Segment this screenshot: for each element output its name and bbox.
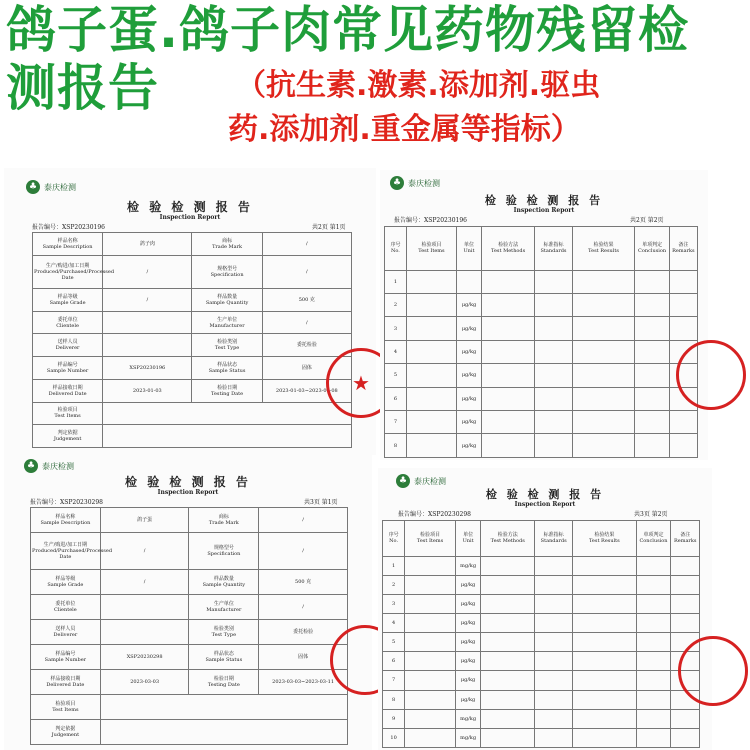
- results-cell: [482, 434, 535, 458]
- results-cell: [481, 652, 535, 671]
- results-row: [385, 387, 698, 410]
- results-cell: [573, 671, 636, 690]
- results-cell: [636, 556, 671, 575]
- results-cell: [573, 709, 636, 728]
- report-subtitle: Inspection Report: [159, 214, 221, 221]
- results-cell: [669, 434, 697, 458]
- info-row: [31, 533, 348, 570]
- results-row: [383, 728, 700, 747]
- results-cell: [482, 411, 535, 434]
- results-cell: [573, 728, 636, 747]
- info-value: /: [262, 311, 351, 334]
- tree-logo-icon: ♣: [396, 474, 410, 488]
- results-cell: μg/kg: [455, 594, 480, 613]
- report-subtitle: Inspection Report: [157, 489, 219, 496]
- column-header: 检验项目 Test Items: [405, 521, 456, 557]
- info-row: [33, 379, 352, 402]
- info-value: /: [100, 569, 189, 594]
- info-label: 样品等级 Sample Grade: [31, 569, 101, 594]
- column-header: 检验项目 Test Items: [406, 227, 456, 271]
- results-cell: [406, 411, 456, 434]
- results-cell: [671, 728, 700, 747]
- info-value: 委托检验: [262, 334, 351, 357]
- results-cell: 2: [383, 575, 405, 594]
- results-cell: 7: [385, 411, 407, 434]
- results-cell: [481, 671, 535, 690]
- info-value: 2023-03-03~2023-03-11: [259, 669, 348, 694]
- results-cell: [481, 613, 535, 632]
- results-cell: [635, 293, 669, 316]
- info-row: [31, 569, 348, 594]
- results-cell: 2: [385, 293, 407, 316]
- results-cell: [535, 575, 573, 594]
- report-info-table: [30, 507, 348, 745]
- results-cell: [406, 293, 456, 316]
- results-cell: [405, 594, 456, 613]
- results-cell: [535, 387, 573, 410]
- results-cell: [535, 364, 573, 387]
- results-cell: [481, 594, 535, 613]
- results-cell: [636, 575, 671, 594]
- results-cell: mg/kg: [455, 556, 480, 575]
- report-page: 共3页 第2页: [634, 511, 668, 518]
- results-cell: [405, 556, 456, 575]
- info-label: 样品等级 Sample Grade: [33, 288, 103, 311]
- results-cell: 5: [383, 633, 405, 652]
- results-cell: [405, 709, 456, 728]
- results-cell: [573, 575, 636, 594]
- results-cell: [671, 575, 700, 594]
- results-cell: [573, 556, 636, 575]
- info-value: 鸽子肉: [103, 233, 192, 256]
- results-row: [383, 575, 700, 594]
- results-cell: [573, 652, 636, 671]
- results-cell: 9: [383, 709, 405, 728]
- results-row: [383, 613, 700, 632]
- results-cell: 10: [383, 728, 405, 747]
- results-cell: [635, 340, 669, 363]
- results-cell: [535, 411, 573, 434]
- info-label: 样品编号 Sample Number: [31, 644, 101, 669]
- results-cell: [669, 293, 697, 316]
- info-value: /: [103, 255, 192, 288]
- info-value: 500 克: [262, 288, 351, 311]
- report-page: 共2页 第2页: [630, 217, 664, 224]
- results-cell: [481, 556, 535, 575]
- stamp-star-icon: ★: [352, 371, 370, 395]
- info-label: 规格型号 Specification: [192, 255, 262, 288]
- results-cell: 3: [385, 317, 407, 340]
- report-number: 报告编号：XSP20230298: [30, 499, 103, 506]
- results-row: [385, 270, 698, 293]
- info-value: XSP20230298: [100, 644, 189, 669]
- info-value: [103, 402, 352, 425]
- info-row: [33, 334, 352, 357]
- results-cell: [406, 364, 456, 387]
- info-value: /: [262, 255, 351, 288]
- results-cell: [535, 709, 573, 728]
- results-row: [385, 293, 698, 316]
- info-label: 送样人员 Deliverer: [33, 334, 103, 357]
- results-cell: [635, 411, 669, 434]
- report-logo: [24, 459, 74, 473]
- info-label: 规格型号 Specification: [189, 533, 259, 570]
- results-cell: mg/kg: [455, 728, 480, 747]
- results-row: [383, 652, 700, 671]
- results-cell: μg/kg: [456, 387, 481, 410]
- info-label: 商标 Trade Mark: [192, 233, 262, 256]
- results-cell: [535, 633, 573, 652]
- results-cell: [535, 652, 573, 671]
- info-row: [33, 288, 352, 311]
- report-title: 检 验 检 测 报 告: [485, 488, 605, 501]
- info-value: /: [259, 533, 348, 570]
- results-cell: [671, 613, 700, 632]
- results-cell: [535, 594, 573, 613]
- results-cell: [482, 293, 535, 316]
- logo-text: 泰庆检测: [44, 182, 76, 192]
- results-cell: [671, 709, 700, 728]
- info-label: 判定依据 Judgement: [31, 719, 101, 744]
- logo-text: 泰庆检测: [42, 461, 74, 471]
- results-cell: 4: [385, 340, 407, 363]
- report-pigeon-meat-page-2: [380, 170, 708, 460]
- info-label: 样品状态 Sample Status: [189, 644, 259, 669]
- info-label: 样品接收日期 Delivered Date: [31, 669, 101, 694]
- results-cell: [572, 340, 635, 363]
- info-label: 检验日期 Testing Date: [192, 379, 262, 402]
- red-seal-stamp: [678, 636, 748, 706]
- results-cell: μg/kg: [456, 364, 481, 387]
- results-cell: [636, 652, 671, 671]
- report-title: 检 验 检 测 报 告: [484, 194, 604, 207]
- info-label: 委托单位 Clientele: [33, 311, 103, 334]
- column-header: 备注 Remarks: [669, 227, 697, 271]
- results-row: [383, 690, 700, 709]
- info-value: 委托检验: [259, 619, 348, 644]
- info-value: XSP20230196: [103, 357, 192, 380]
- info-label: 检验类别 Test Type: [189, 619, 259, 644]
- results-cell: [535, 270, 573, 293]
- results-cell: μg/kg: [455, 613, 480, 632]
- results-cell: [669, 270, 697, 293]
- info-value: /: [262, 233, 351, 256]
- column-header: 检验方法 Test Methods: [482, 227, 535, 271]
- info-value: [100, 694, 347, 719]
- results-cell: [481, 575, 535, 594]
- results-cell: [636, 709, 671, 728]
- info-value: /: [259, 594, 348, 619]
- results-cell: [671, 594, 700, 613]
- info-value: /: [259, 508, 348, 533]
- results-cell: [635, 270, 669, 293]
- results-row: [385, 340, 698, 363]
- results-cell: [572, 293, 635, 316]
- tree-logo-icon: ♣: [390, 176, 404, 190]
- info-value: /: [103, 288, 192, 311]
- info-value: [103, 425, 352, 448]
- info-row: [31, 594, 348, 619]
- red-seal-stamp: [676, 340, 746, 410]
- results-cell: [572, 317, 635, 340]
- column-header: 单位 Unit: [456, 227, 481, 271]
- results-cell: [636, 613, 671, 632]
- results-cell: [573, 633, 636, 652]
- results-cell: [481, 709, 535, 728]
- results-cell: [636, 728, 671, 747]
- info-label: 检验类别 Test Type: [192, 334, 262, 357]
- results-cell: μg/kg: [455, 652, 480, 671]
- info-row: [31, 719, 348, 744]
- info-label: 样品名称 Sample Description: [33, 233, 103, 256]
- info-value: 2023-03-03: [100, 669, 189, 694]
- results-cell: [535, 293, 573, 316]
- report-logo: [390, 176, 440, 190]
- info-label: 委托单位 Clientele: [31, 594, 101, 619]
- results-cell: [572, 270, 635, 293]
- info-label: 样品编号 Sample Number: [33, 357, 103, 380]
- report-results-table: [384, 226, 698, 458]
- results-cell: 3: [383, 594, 405, 613]
- info-label: 判定依据 Judgement: [33, 425, 103, 448]
- info-label: 样品接收日期 Delivered Date: [33, 379, 103, 402]
- column-header: 标准指标 Standards: [535, 521, 573, 557]
- info-value: 2023-01-03: [103, 379, 192, 402]
- column-header: 序号 No.: [385, 227, 407, 271]
- info-value: [100, 619, 189, 644]
- results-cell: μg/kg: [456, 340, 481, 363]
- results-cell: [405, 575, 456, 594]
- report-subtitle: Inspection Report: [513, 207, 575, 214]
- headline-line-2-green: 测报告: [6, 59, 159, 117]
- column-header: 检验方法 Test Methods: [481, 521, 535, 557]
- results-cell: [406, 340, 456, 363]
- results-cell: [405, 613, 456, 632]
- results-cell: [482, 317, 535, 340]
- report-page: 共2页 第1页: [312, 224, 346, 231]
- results-cell: [405, 671, 456, 690]
- results-cell: 8: [383, 690, 405, 709]
- report-pigeon-egg-page-2: [378, 468, 712, 750]
- results-cell: 1: [385, 270, 407, 293]
- results-cell: [671, 556, 700, 575]
- results-cell: [482, 364, 535, 387]
- results-cell: [481, 633, 535, 652]
- results-cell: [573, 594, 636, 613]
- results-cell: [405, 633, 456, 652]
- results-cell: [572, 364, 635, 387]
- info-label: 样品状态 Sample Status: [192, 357, 262, 380]
- results-cell: μg/kg: [456, 317, 481, 340]
- results-cell: [636, 594, 671, 613]
- tree-logo-icon: ♣: [26, 180, 40, 194]
- results-cell: μg/kg: [455, 575, 480, 594]
- results-header-row: [383, 521, 700, 557]
- info-label: 检验日期 Testing Date: [189, 669, 259, 694]
- report-logo: [26, 180, 76, 194]
- report-pigeon-meat-page-1: [4, 168, 376, 455]
- results-row: [385, 364, 698, 387]
- results-cell: [535, 690, 573, 709]
- results-cell: 8: [385, 434, 407, 458]
- results-cell: 6: [383, 652, 405, 671]
- results-cell: [535, 671, 573, 690]
- logo-text: 泰庆检测: [408, 178, 440, 188]
- results-cell: [406, 434, 456, 458]
- info-value: [103, 334, 192, 357]
- info-value: [100, 719, 347, 744]
- results-cell: [535, 556, 573, 575]
- headline-line-1: 鸽子蛋.鸽子肉常见药物残留检: [6, 1, 689, 59]
- results-cell: 7: [383, 671, 405, 690]
- column-header: 序号 No.: [383, 521, 405, 557]
- headline-line-3-red: 药.添加剂.重金属等指标）: [228, 112, 581, 147]
- results-cell: μg/kg: [456, 411, 481, 434]
- info-value: 鸽子蛋: [100, 508, 189, 533]
- info-label: 样品数量 Sample Quantity: [192, 288, 262, 311]
- tree-logo-icon: ♣: [24, 459, 38, 473]
- info-label: 检验项目 Test Items: [33, 402, 103, 425]
- results-cell: [405, 728, 456, 747]
- info-row: [31, 508, 348, 533]
- results-cell: [482, 387, 535, 410]
- report-title: 检 验 检 测 报 告: [127, 200, 253, 214]
- results-cell: [635, 434, 669, 458]
- results-cell: [456, 270, 481, 293]
- results-row: [383, 671, 700, 690]
- info-label: 商标 Trade Mark: [189, 508, 259, 533]
- results-cell: [572, 411, 635, 434]
- info-row: [31, 669, 348, 694]
- results-cell: [572, 387, 635, 410]
- info-value: 500 克: [259, 569, 348, 594]
- info-label: 生产/购进/加工日期 Produced/Purchased/Processed Date: [33, 255, 103, 288]
- info-value: [103, 311, 192, 334]
- results-cell: μg/kg: [455, 633, 480, 652]
- report-number: 报告编号：XSP20230196: [394, 217, 467, 224]
- results-cell: μg/kg: [455, 671, 480, 690]
- info-label: 生产单位 Manufacturer: [189, 594, 259, 619]
- info-row: [33, 425, 352, 448]
- info-row: [33, 402, 352, 425]
- results-cell: [406, 270, 456, 293]
- results-cell: [573, 690, 636, 709]
- column-header: 单项判定 Conclusion: [635, 227, 669, 271]
- info-value: /: [100, 533, 189, 570]
- report-subtitle: Inspection Report: [514, 501, 576, 508]
- results-cell: [636, 690, 671, 709]
- results-cell: [405, 652, 456, 671]
- results-cell: [535, 434, 573, 458]
- info-label: 生产/购进/加工日期 Produced/Purchased/Processed Date: [31, 533, 101, 570]
- results-cell: [669, 411, 697, 434]
- info-label: 检验项目 Test Items: [31, 694, 101, 719]
- info-label: 送样人员 Deliverer: [31, 619, 101, 644]
- info-row: [33, 233, 352, 256]
- info-row: [33, 311, 352, 334]
- results-cell: [635, 387, 669, 410]
- results-row: [383, 556, 700, 575]
- results-cell: [573, 613, 636, 632]
- results-cell: [482, 270, 535, 293]
- results-cell: 4: [383, 613, 405, 632]
- report-number: 报告编号：XSP20230298: [398, 511, 471, 518]
- results-cell: [535, 340, 573, 363]
- column-header: 检验结果 Test Results: [573, 521, 636, 557]
- info-value: 2023-01-03~2023-01-08: [262, 379, 351, 402]
- report-title: 检 验 检 测 报 告: [125, 475, 251, 489]
- results-cell: [535, 728, 573, 747]
- results-cell: [481, 728, 535, 747]
- results-cell: 5: [385, 364, 407, 387]
- results-cell: [535, 613, 573, 632]
- results-row: [383, 709, 700, 728]
- results-cell: [405, 690, 456, 709]
- results-cell: [481, 690, 535, 709]
- results-cell: [635, 364, 669, 387]
- results-row: [383, 633, 700, 652]
- headline-line-2-red: （抗生素.激素.添加剂.驱虫: [236, 68, 601, 103]
- results-cell: μg/kg: [455, 690, 480, 709]
- report-info-table: [32, 232, 352, 448]
- results-cell: [669, 317, 697, 340]
- report-results-table: [382, 520, 700, 748]
- results-cell: [636, 671, 671, 690]
- results-row: [383, 594, 700, 613]
- info-row: [33, 255, 352, 288]
- results-cell: [572, 434, 635, 458]
- info-label: 样品数量 Sample Quantity: [189, 569, 259, 594]
- info-value: 固体: [259, 644, 348, 669]
- report-pigeon-egg-page-1: [4, 453, 372, 750]
- column-header: 标准指标 Standards: [535, 227, 573, 271]
- info-label: 样品名称 Sample Description: [31, 508, 101, 533]
- column-header: 单项判定 Conclusion: [636, 521, 671, 557]
- results-cell: [482, 340, 535, 363]
- column-header: 备注 Remarks: [671, 521, 700, 557]
- results-cell: 6: [385, 387, 407, 410]
- info-row: [31, 644, 348, 669]
- results-row: [385, 411, 698, 434]
- column-header: 检验结果 Test Results: [572, 227, 635, 271]
- info-label: 生产单位 Manufacturer: [192, 311, 262, 334]
- results-row: [385, 317, 698, 340]
- results-cell: [535, 317, 573, 340]
- info-row: [31, 619, 348, 644]
- column-header: 单位 Unit: [455, 521, 480, 557]
- info-value: 固体: [262, 357, 351, 380]
- results-row: [385, 434, 698, 458]
- results-cell: mg/kg: [455, 709, 480, 728]
- report-page: 共3页 第1页: [304, 499, 338, 506]
- info-row: [33, 357, 352, 380]
- headline: [6, 0, 750, 165]
- results-cell: [635, 317, 669, 340]
- report-number: 报告编号：XSP20230196: [32, 224, 105, 231]
- info-value: [100, 594, 189, 619]
- results-cell: 1: [383, 556, 405, 575]
- results-cell: μg/kg: [456, 293, 481, 316]
- results-cell: [406, 317, 456, 340]
- results-cell: [406, 387, 456, 410]
- results-header-row: [385, 227, 698, 271]
- logo-text: 泰庆检测: [414, 476, 446, 486]
- results-cell: μg/kg: [456, 434, 481, 458]
- results-cell: [636, 633, 671, 652]
- info-row: [31, 694, 348, 719]
